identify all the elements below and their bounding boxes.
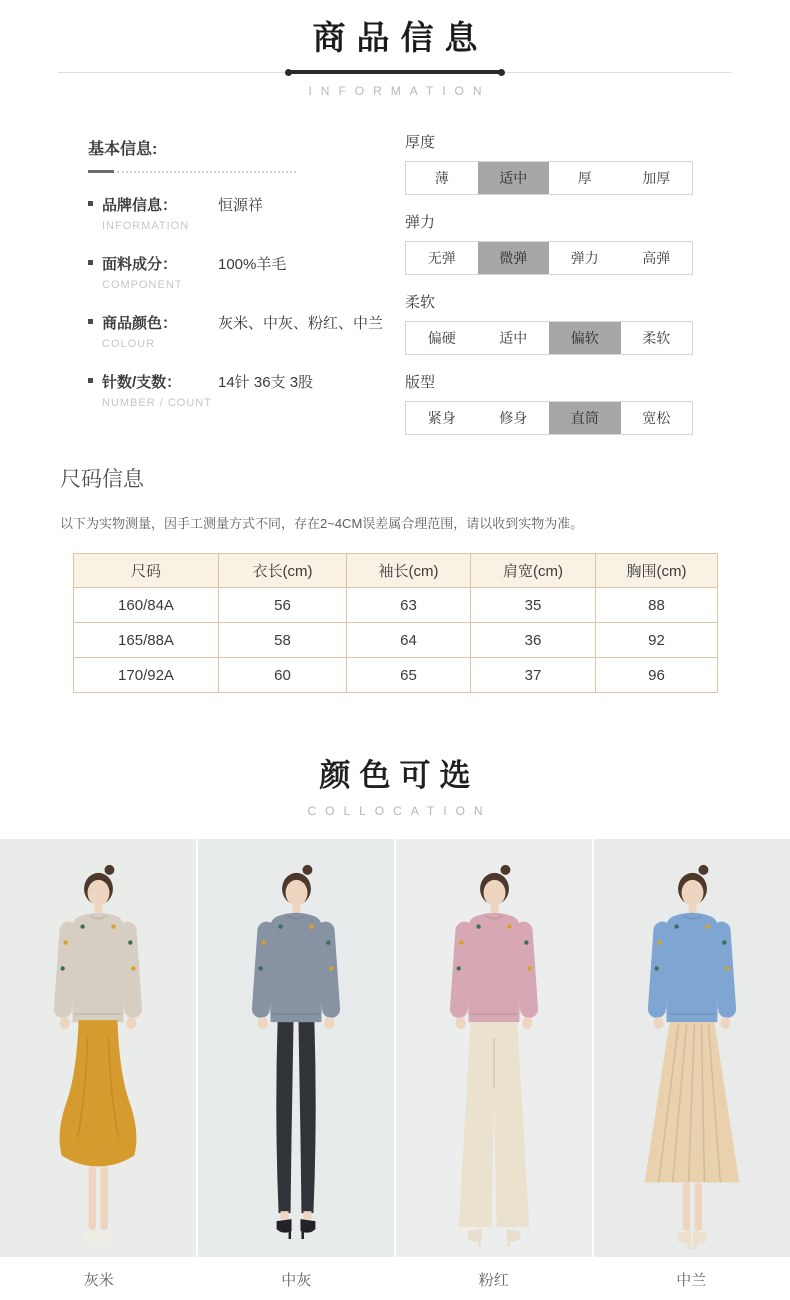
- bullet-icon: [88, 319, 93, 324]
- attr-group-fit: [405, 371, 693, 435]
- model-photo-zhonghui: [198, 838, 394, 1258]
- size-cell: 65: [347, 658, 471, 693]
- size-col-header: 肩宽(cm): [471, 554, 596, 588]
- option-thin[interactable]: 薄: [434, 170, 449, 186]
- option-slight-stretch-selected[interactable]: 微弹: [478, 242, 550, 274]
- color-label-zhonglan: 中兰: [676, 1271, 707, 1289]
- size-cell: 170/92A: [74, 658, 219, 693]
- color-labels-row: [0, 1258, 790, 1300]
- option-softish-selected[interactable]: 偏软: [549, 322, 621, 354]
- size-row: [74, 658, 718, 693]
- option-extra-thick[interactable]: 加厚: [642, 170, 671, 186]
- page-title: 商品信息: [312, 21, 489, 57]
- item-label: 面料成分：: [102, 256, 178, 273]
- size-cell: 36: [471, 623, 596, 658]
- item-label: 商品颜色：: [102, 315, 178, 332]
- model-figure: [198, 838, 394, 1258]
- item-sublabel: COMPONENT: [102, 279, 183, 291]
- attr-options-row: [405, 321, 693, 355]
- size-cell: 96: [596, 658, 718, 693]
- item-value: 100%羊毛: [218, 256, 287, 273]
- attr-options-row: [405, 241, 693, 275]
- size-note: 以下为实物测量，因手工测量方式不同，存在2~4CM误差属合理范围，请以收到实物为准。: [60, 516, 584, 531]
- size-row: [74, 588, 718, 623]
- option-loose[interactable]: 宽松: [642, 410, 671, 426]
- option-slim[interactable]: 修身: [499, 410, 528, 426]
- attributes-section: [405, 131, 693, 451]
- size-col-header: 胸围(cm): [596, 554, 718, 588]
- option-straight-selected[interactable]: 直筒: [549, 402, 621, 434]
- size-col-header: 袖长(cm): [347, 554, 471, 588]
- basic-item-colour: [88, 312, 400, 350]
- color-label-fenhong: 粉红: [478, 1271, 509, 1289]
- attr-label: 版型: [405, 374, 436, 391]
- attr-label: 厚度: [405, 134, 436, 151]
- model-figure: [0, 838, 196, 1258]
- attr-group-elasticity: [405, 211, 693, 275]
- option-medium[interactable]: 适中: [499, 330, 528, 346]
- size-col-header: 衣长(cm): [219, 554, 347, 588]
- model-photo-fenhong: [396, 838, 592, 1258]
- size-cell: 64: [347, 623, 471, 658]
- size-cell: 88: [596, 588, 718, 623]
- item-sublabel: NUMBER / COUNT: [102, 397, 212, 409]
- size-cell: 63: [347, 588, 471, 623]
- basic-item-count: [88, 371, 400, 409]
- item-sublabel: COLOUR: [102, 338, 156, 350]
- option-soft[interactable]: 柔软: [642, 330, 671, 346]
- collocation-subtitle: COLLOCATION: [307, 804, 492, 818]
- size-info-section: [60, 466, 732, 693]
- model-photo-zhonglan: [594, 838, 790, 1258]
- bullet-icon: [88, 378, 93, 383]
- collocation-header: [0, 750, 790, 818]
- item-label: 品牌信息：: [102, 197, 178, 214]
- attr-label: 柔软: [405, 294, 436, 311]
- divider-thick-line: [289, 70, 501, 74]
- size-cell: 37: [471, 658, 596, 693]
- model-photo-strip: [0, 838, 790, 1258]
- model-sweater: [251, 913, 340, 1022]
- attr-group-softness: [405, 291, 693, 355]
- basic-info-heading: 基本信息:: [88, 141, 158, 158]
- page-subtitle: INFORMATION: [308, 84, 491, 98]
- bullet-icon: [88, 260, 93, 265]
- color-label-zhonghui: 中灰: [281, 1271, 312, 1289]
- size-cell: 35: [471, 588, 596, 623]
- size-heading: 尺码信息: [60, 468, 144, 491]
- attr-options-row: [405, 161, 693, 195]
- option-tight[interactable]: 紧身: [427, 410, 456, 426]
- option-stretch[interactable]: 弹力: [570, 250, 599, 266]
- basic-item-component: [88, 253, 400, 291]
- divider-dashed: [117, 171, 296, 173]
- item-value: 灰米、中灰、粉红、中兰: [218, 315, 384, 332]
- attr-label: 弹力: [405, 214, 436, 231]
- size-cell: 165/88A: [74, 623, 219, 658]
- model-photo-huimi: [0, 838, 196, 1258]
- option-firm[interactable]: 偏硬: [427, 330, 456, 346]
- item-label: 针数/支数：: [102, 374, 182, 391]
- basic-info-divider: [88, 170, 296, 173]
- basic-item-brand: [88, 194, 400, 232]
- option-no-stretch[interactable]: 无弹: [427, 250, 456, 266]
- title-divider: [0, 67, 790, 79]
- model-sweater: [647, 913, 736, 1022]
- bullet-icon: [88, 201, 93, 206]
- collocation-title: 颜色可选: [319, 758, 480, 793]
- attr-options-row: [405, 401, 693, 435]
- item-sublabel: INFORMATION: [102, 220, 190, 232]
- option-high-stretch[interactable]: 高弹: [642, 250, 671, 266]
- item-value: 14针 36支 3股: [218, 374, 314, 391]
- size-cell: 56: [219, 588, 347, 623]
- basic-info-section: [88, 136, 400, 409]
- item-value: 恒源祥: [218, 197, 264, 214]
- model-figure: [396, 838, 592, 1258]
- color-label-huimi: 灰米: [83, 1271, 114, 1289]
- option-thick[interactable]: 厚: [577, 170, 592, 186]
- model-figure: [594, 838, 790, 1258]
- attr-group-thickness: [405, 131, 693, 195]
- size-cell: 160/84A: [74, 588, 219, 623]
- size-cell: 92: [596, 623, 718, 658]
- model-sweater: [449, 913, 538, 1022]
- size-col-header: 尺码: [74, 554, 219, 588]
- divider-solid: [88, 170, 114, 173]
- page-header: [0, 0, 790, 98]
- option-medium-selected[interactable]: 适中: [478, 162, 550, 194]
- size-cell: 60: [219, 658, 347, 693]
- size-table: [73, 553, 718, 693]
- size-row: [74, 623, 718, 658]
- model-sweater: [53, 913, 142, 1022]
- size-cell: 58: [219, 623, 347, 658]
- size-table-header-row: [74, 554, 718, 588]
